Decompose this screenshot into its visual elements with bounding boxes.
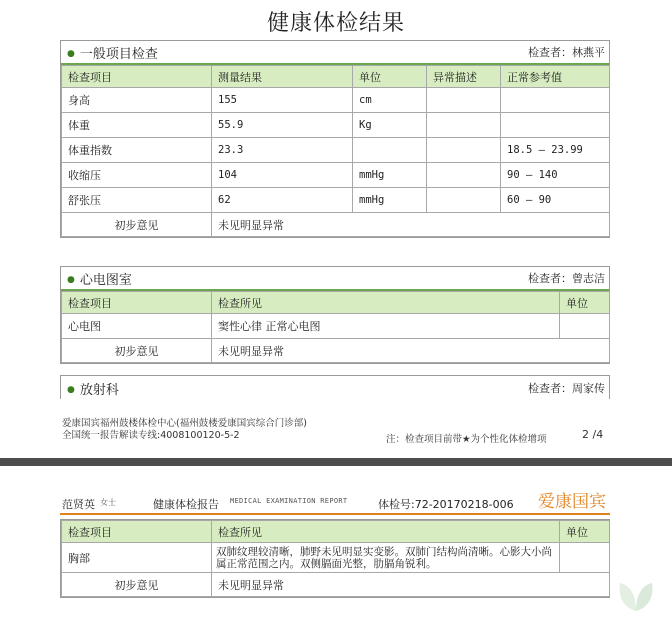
radiology-header bbox=[61, 376, 609, 400]
page-divider bbox=[0, 458, 672, 466]
table-cell: mmHg bbox=[353, 163, 427, 188]
opinion-value: 未见明显异常 bbox=[212, 573, 610, 597]
general-exam-header bbox=[61, 41, 609, 65]
column-header: 检查项目 bbox=[62, 66, 212, 88]
table-row bbox=[62, 543, 610, 573]
column-header: 异常描述 bbox=[427, 66, 501, 88]
report-title: 健康体检报告 bbox=[153, 498, 219, 511]
general-exam-table bbox=[61, 65, 610, 237]
table-cell: 收缩压 bbox=[62, 163, 212, 188]
column-header: 单位 bbox=[353, 66, 427, 88]
column-header: 测量结果 bbox=[212, 66, 353, 88]
table-cell: 60 — 90 bbox=[501, 188, 610, 213]
table-cell bbox=[353, 138, 427, 163]
table-cell: Kg bbox=[353, 113, 427, 138]
table-cell: 心电图 bbox=[62, 314, 212, 339]
table-row bbox=[62, 188, 610, 213]
opinion-value: 未见明显异常 bbox=[212, 339, 610, 363]
table-cell: 胸部 bbox=[62, 543, 212, 573]
table-cell: 62 bbox=[212, 188, 353, 213]
column-header: 检查项目 bbox=[62, 521, 212, 543]
exam-number: 体检号:72-20170218-006 bbox=[378, 498, 514, 511]
radiology-inspector: 检查者：周家传 bbox=[528, 382, 605, 395]
table-cell bbox=[427, 88, 501, 113]
table-cell: 舒张压 bbox=[62, 188, 212, 213]
table-row bbox=[62, 113, 610, 138]
table-cell: 窦性心律 正常心电图 bbox=[212, 314, 560, 339]
report-header bbox=[60, 485, 610, 515]
table-cell: mmHg bbox=[353, 188, 427, 213]
general-exam-title-text: 一般项目检查 bbox=[79, 46, 158, 62]
patient-name: 范贤英 bbox=[62, 498, 95, 511]
table-row bbox=[62, 138, 610, 163]
table-cell: cm bbox=[353, 88, 427, 113]
table-cell bbox=[501, 88, 610, 113]
radiology-title-text: 放射科 bbox=[79, 382, 119, 398]
opinion-label: 初步意见 bbox=[62, 213, 212, 237]
chest-table bbox=[61, 520, 610, 597]
general-exam-inspector: 检查者：林燕平 bbox=[528, 46, 605, 59]
ecg-inspector: 检查者：曾志洁 bbox=[528, 272, 605, 285]
table-cell bbox=[427, 138, 501, 163]
column-header: 正常参考值 bbox=[501, 66, 610, 88]
table-row bbox=[62, 88, 610, 113]
table-cell: 18.5 — 23.99 bbox=[501, 138, 610, 163]
table-header-row bbox=[62, 66, 610, 88]
column-header: 单位 bbox=[560, 292, 610, 314]
table-row bbox=[62, 163, 610, 188]
page-title: 健康体检结果 bbox=[266, 11, 405, 36]
patient-gender: 女士 bbox=[100, 498, 116, 507]
ecg-table bbox=[61, 291, 610, 363]
opinion-label: 初步意见 bbox=[62, 339, 212, 363]
table-cell: 身高 bbox=[62, 88, 212, 113]
ecg-title-text: 心电图室 bbox=[79, 272, 132, 288]
table-cell: 104 bbox=[212, 163, 353, 188]
table-cell: 双肺纹理较清晰，肺野未见明显实变影。双肺门结构尚清晰。心影大小尚属正常范围之内。双侧膈面光整，肋膈角锐利。 bbox=[212, 543, 560, 573]
ecg-section bbox=[60, 266, 610, 364]
radiology-section bbox=[60, 375, 610, 399]
column-header: 检查项目 bbox=[62, 292, 212, 314]
table-cell: 体重 bbox=[62, 113, 212, 138]
opinion-row bbox=[62, 573, 610, 597]
brand-logo: 爱康国宾 bbox=[538, 492, 606, 512]
footer-center-name: 爱康国宾福州鼓楼体检中心(福州鼓楼爱康国宾综合门诊部) bbox=[62, 418, 307, 429]
page-number: 2 /4 bbox=[582, 428, 604, 441]
table-cell: 155 bbox=[212, 88, 353, 113]
ecg-header bbox=[61, 267, 609, 291]
report-title-en: MEDICAL EXAMINATION REPORT bbox=[230, 497, 348, 505]
table-header-row bbox=[62, 292, 610, 314]
footer-hotline: 全国统一报告解读专线:4008100120-5-2 bbox=[62, 430, 240, 441]
opinion-row bbox=[62, 213, 610, 237]
table-cell: 体重指数 bbox=[62, 138, 212, 163]
footer-note: 注：检查项目前带★为个性化体检增项 bbox=[386, 434, 547, 445]
table-cell bbox=[560, 314, 610, 339]
leaf-watermark-icon bbox=[614, 577, 658, 613]
column-header: 检查所见 bbox=[212, 292, 560, 314]
table-header-row bbox=[62, 521, 610, 543]
general-exam-section bbox=[60, 40, 610, 238]
ecg-title bbox=[67, 269, 132, 288]
opinion-label: 初步意见 bbox=[62, 573, 212, 597]
column-header: 检查所见 bbox=[212, 521, 560, 543]
opinion-value: 未见明显异常 bbox=[212, 213, 610, 237]
table-cell bbox=[427, 163, 501, 188]
table-cell bbox=[501, 113, 610, 138]
table-cell bbox=[427, 188, 501, 213]
table-cell: 90 — 140 bbox=[501, 163, 610, 188]
page-footer bbox=[62, 418, 307, 442]
opinion-row bbox=[62, 339, 610, 363]
table-cell: 55.9 bbox=[212, 113, 353, 138]
radiology-title bbox=[67, 379, 119, 398]
bullet-icon: ● bbox=[67, 384, 75, 395]
bullet-icon: ● bbox=[67, 274, 75, 285]
table-cell: 23.3 bbox=[212, 138, 353, 163]
chest-section bbox=[60, 519, 610, 598]
column-header: 单位 bbox=[560, 521, 610, 543]
table-cell bbox=[427, 113, 501, 138]
table-cell bbox=[560, 543, 610, 573]
general-exam-title bbox=[67, 43, 158, 62]
bullet-icon: ● bbox=[67, 48, 75, 59]
table-row bbox=[62, 314, 610, 339]
